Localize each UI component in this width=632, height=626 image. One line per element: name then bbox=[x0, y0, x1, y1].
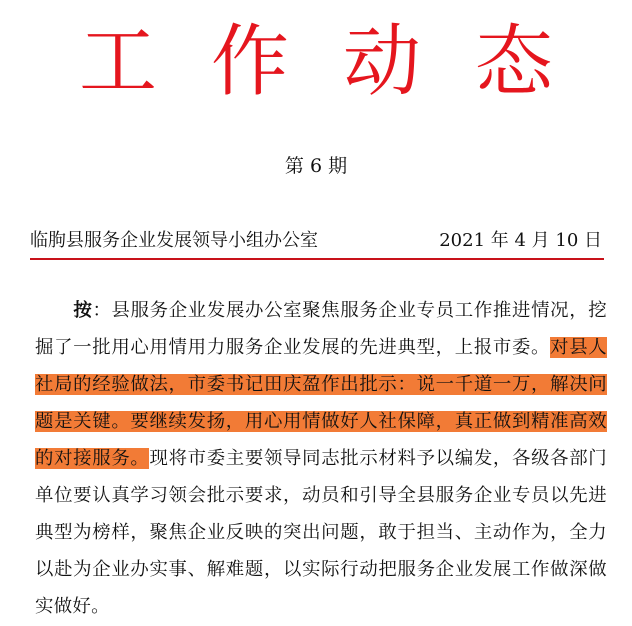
note-label: 按 bbox=[73, 300, 93, 321]
masthead-title bbox=[0, 14, 632, 110]
note-colon: ： bbox=[92, 300, 112, 321]
red-divider bbox=[30, 258, 604, 260]
masthead-char-1: 工 bbox=[78, 17, 157, 107]
editor-note bbox=[35, 292, 607, 625]
issue-number: 第 6 期 bbox=[284, 155, 348, 177]
note-text-after: 现将市委主要领导同志批示材料予以编发，各级各部门单位要认真学习领会批示要求，动员和引导全县服务企业专员以先进典型为榜样，聚焦企业反映的突出问题，敢于担当、主动作为，全力以赴为企业办实事、解难题，以实际行动把服务企业发展工作做深做实做好。 bbox=[35, 448, 607, 617]
highlighted-instruction: 对县人社局的经验做法，市委书记田庆盈作出批示：说一千道一万，解决问题是关键。要继续发扬，用心用情做好人社保障，真正做到精准高效的对接服务。 bbox=[35, 337, 607, 469]
masthead-char-2: 作 bbox=[210, 17, 289, 107]
masthead-char-4: 态 bbox=[475, 17, 554, 107]
issuing-office: 临朐县服务企业发展领导小组办公室 bbox=[30, 230, 318, 251]
note-text-before: 县服务企业发展办公室聚焦服务企业专员工作推进情况，挖掘了一批用心用情用力服务企业发展的先进典型，上报市委。 bbox=[35, 300, 607, 358]
masthead-char-3: 动 bbox=[343, 17, 422, 107]
issue-date: 2021 年 4 月 10 日 bbox=[439, 230, 602, 251]
header-line bbox=[30, 228, 602, 254]
